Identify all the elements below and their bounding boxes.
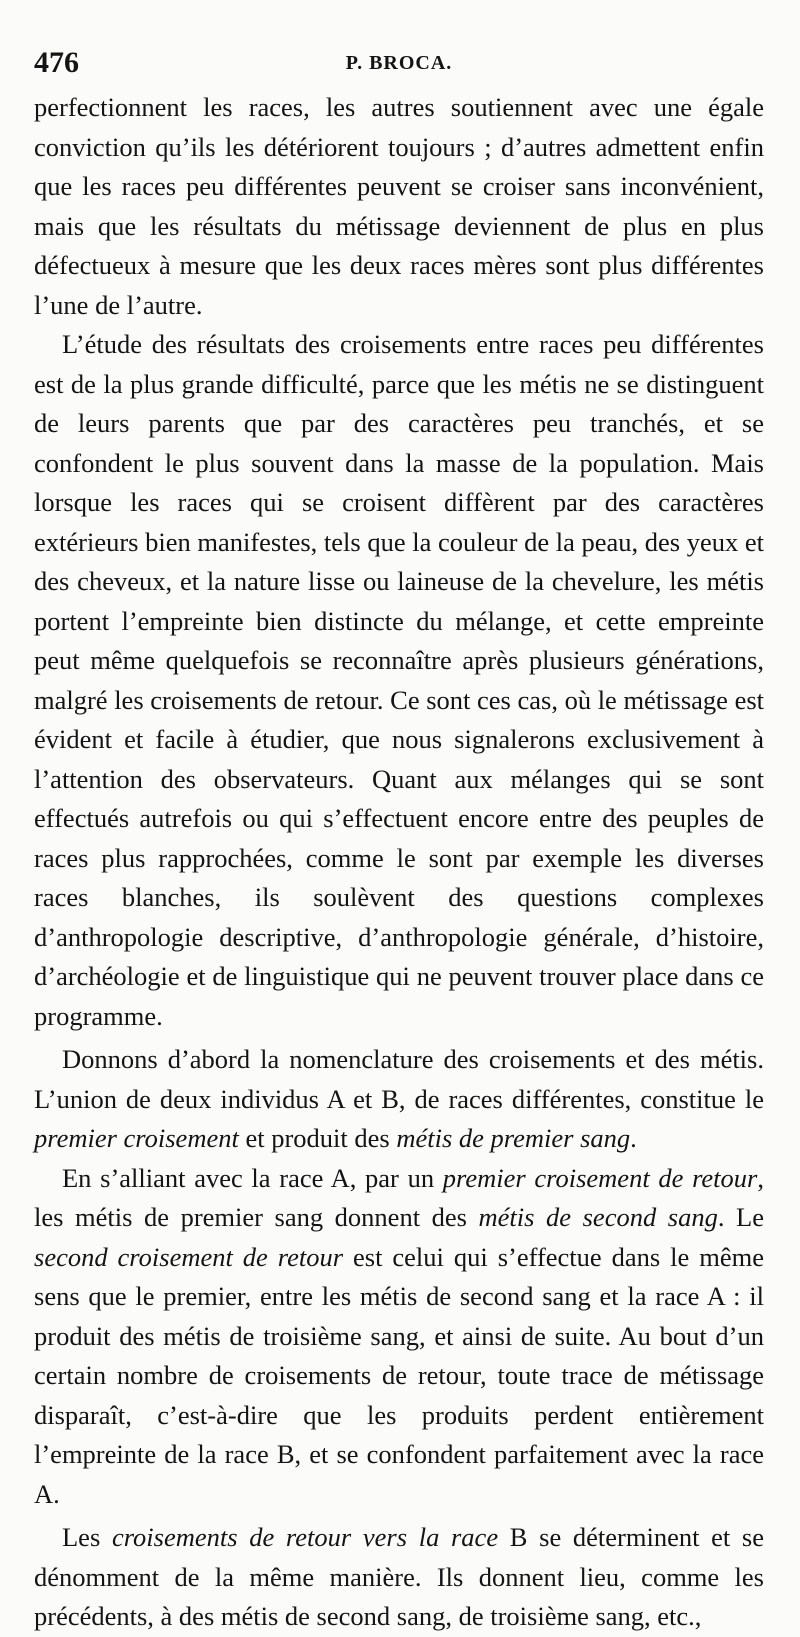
text-run: En s’alliant avec la race A, par un bbox=[62, 1162, 443, 1193]
running-head-author: P. BROCA. bbox=[345, 52, 453, 74]
italic-term: premier croisement de retour bbox=[442, 1162, 758, 1193]
paragraph bbox=[34, 1040, 764, 1159]
text-run: Donnons d’abord la nomenclature des croisements et des métis. L’union de deux individus A et B, de races différentes, constitue le bbox=[34, 1044, 764, 1114]
text-run: L’étude des résultats des croisements entre races peu différentes est de la plus grande difficulté, parce que les métis ne se distinguent de leurs parents que par des caractères peu tranchés, et se confondent le plus souvent dans la masse de la population. Mais lorsque les races qui se croisent diffèrent par des caractères extérieurs bien manifestes, tels que la couleur de la peau, des yeux et des cheveux, et la nature lisse ou laineuse de la chevelure, les métis portent l’empreinte bien distincte du mélange, et cette empreinte peut même quelquefois se reconnaître après plusieurs générations, malgré les croisements de retour. Ce sont ces cas, où le métissage est évident et facile à étudier, que nous signalerons exclusivement à l’attention des observateurs. Quant aux mélanges qui se sont effectués autrefois ou qui s’effectuent encore entre des peuples de races plus rapprochées, comme le sont par exemple les diverses races blanches, ils soulèvent des questions complexes d’anthropologie descriptive, d’anthropologie générale, d’histoire, d’archéologie et de linguistique qui ne peuvent trouver place dans ce programme. bbox=[34, 329, 765, 1031]
text-run: . bbox=[630, 1123, 637, 1153]
paragraph bbox=[34, 325, 764, 1036]
paragraph bbox=[34, 88, 764, 325]
italic-term: croisements de retour vers la race bbox=[111, 1522, 499, 1552]
running-head bbox=[34, 46, 764, 88]
text-run: et produit des bbox=[238, 1123, 397, 1153]
text-run: , les métis de premier sang donnent des bbox=[34, 1162, 764, 1232]
paragraph bbox=[34, 1518, 764, 1637]
page-number: 476 bbox=[34, 46, 79, 79]
text-run: est celui qui s’effectue dans le même sens que le premier, entre les métis de second sang et la race A : il produit des métis de troisième sang, et ainsi de suite. Au bout d’un certain nombre de croisements de retour, toute trace de métissage disparaît, c’est-à-dire que les produits perdent entièrement l’empreinte de la race B, et se confondent parfaitement avec la race A. bbox=[34, 1241, 764, 1509]
italic-term: métis de second sang bbox=[478, 1202, 718, 1232]
text-run: perfectionnent les races, les autres soutiennent avec une égale conviction qu’ils les détériorent toujours ; d’autres admettent enfin que les races peu différentes peuvent se croiser sans inconvénient, mais que les résultats du métissage deviennent de plus en plus défectueux à mesure que les deux races mères sont plus différentes l’une de l’autre. bbox=[34, 92, 764, 320]
text-run: Les bbox=[62, 1522, 112, 1552]
italic-term: premier croisement bbox=[34, 1123, 239, 1153]
italic-term: métis de premier sang bbox=[396, 1123, 631, 1153]
text-run: B se déterminent et se dénomment de la même manière. Ils donnent lieu, comme les précédents, à des métis de second sang, de troisième sang, etc., bbox=[34, 1522, 765, 1631]
text-run: . Le bbox=[717, 1202, 764, 1232]
body-text bbox=[34, 88, 764, 1637]
italic-term: second croisement de retour bbox=[34, 1241, 344, 1272]
paragraph bbox=[34, 1159, 764, 1515]
